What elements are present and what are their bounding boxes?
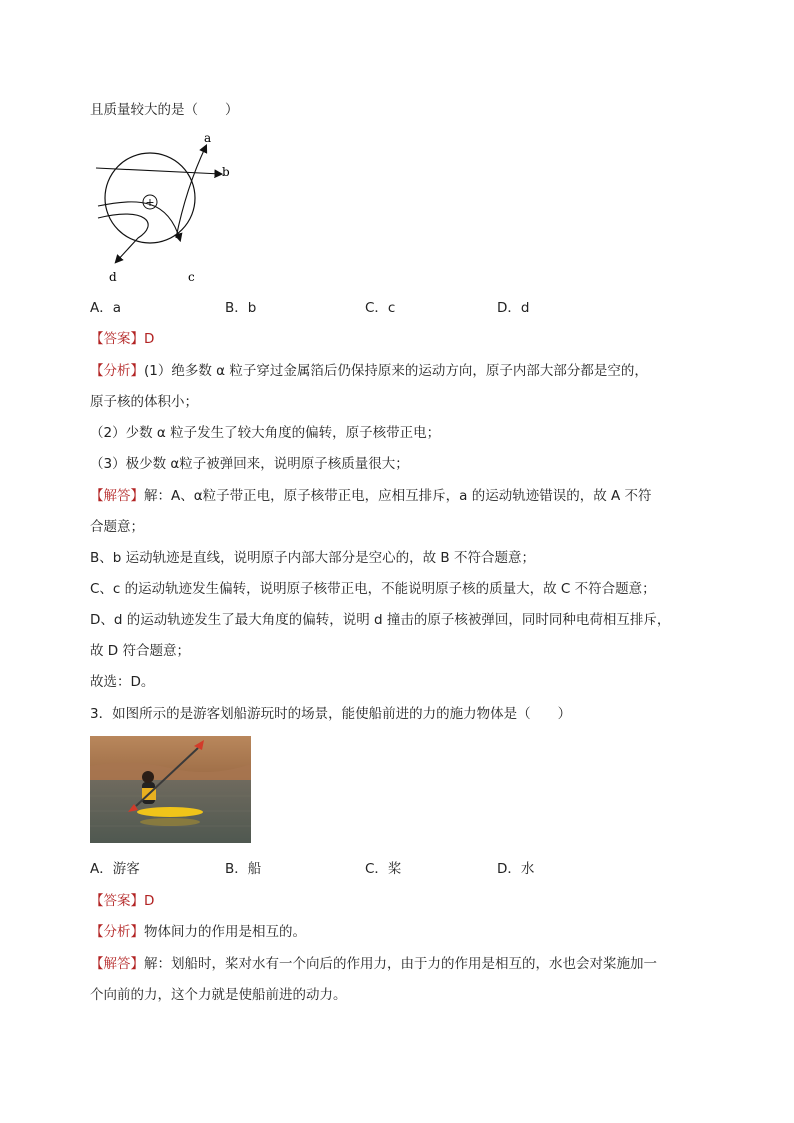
q2-solution-line-7: 故选：D。	[90, 674, 155, 690]
q3-option-d: D．水	[497, 861, 535, 877]
q3-answer	[90, 892, 154, 910]
q2-analysis-line-2: 原子核的体积小；	[90, 394, 198, 410]
q3-option-c: C．桨	[365, 861, 402, 877]
answer-tag: 【答案】	[90, 331, 144, 347]
answer-value: D	[144, 893, 155, 909]
q3-option-b: B．船	[225, 861, 262, 877]
q2-analysis-line-1: 【分析】(1）绝多数 α 粒子穿过金属箔后仍保持原来的运动方向，原子内部大部分都是空的，	[90, 363, 648, 379]
trajectory-a	[176, 146, 206, 238]
trajectory-c	[98, 202, 180, 240]
analysis-tag: 【分析】	[90, 924, 144, 940]
kayak-photo	[90, 736, 251, 843]
q2-stem-tail: 且质量较大的是（ ）	[90, 102, 239, 118]
q2-solution-line-6: 故 D 符合题意；	[90, 643, 190, 659]
alpha-scattering-diagram	[88, 128, 248, 288]
q3-solution-line-1: 【解答】解：划船时，桨对水有一个向后的作用力，由于力的作用是相互的，水也会对桨施加一	[90, 956, 657, 972]
solution-tag: 【解答】	[90, 488, 144, 504]
answer-value: D	[144, 331, 155, 347]
q2-option-c: C．c	[365, 300, 396, 316]
label-b: b	[222, 165, 230, 179]
label-a: a	[204, 131, 212, 145]
analysis-tag: 【分析】	[90, 363, 144, 379]
q2-solution-line-4: C、c 的运动轨迹发生偏转，说明原子核带正电，不能说明原子核的质量大，故 C 不符合题意；	[90, 581, 656, 597]
answer-tag: 【答案】	[90, 893, 144, 909]
nucleus-label: +	[145, 196, 155, 209]
q2-analysis-line-4: （3）极少数 α粒子被弹回来，说明原子核质量很大；	[90, 456, 409, 472]
q2-solution-line-3: B、b 运动轨迹是直线，说明原子内部大部分是空心的，故 B 不符合题意；	[90, 550, 535, 566]
q2-solution-line-1: 【解答】解：A、α粒子带正电，原子核带正电，应相互排斥，a 的运动轨迹错误的，故 A 不符	[90, 488, 652, 504]
q2-solution-line-2: 合题意；	[90, 519, 144, 535]
q3-solution-line-2: 个向前的力，这个力就是使船前进的动力。	[90, 987, 347, 1003]
kayak-hull	[137, 807, 203, 817]
q2-option-b: B．b	[225, 300, 257, 316]
q2-solution-line-5: D、d 的运动轨迹发生了最大角度的偏转，说明 d 撞击的原子核被弹回，同时同种电荷相互排斥，	[90, 612, 671, 628]
trajectory-d	[98, 214, 148, 262]
q3-option-a: A．游客	[90, 861, 140, 877]
q2-option-a: A．a	[90, 300, 122, 316]
q2-answer	[90, 330, 154, 348]
q2-analysis-line-3: （2）少数 α 粒子发生了较大角度的偏转，原子核带正电；	[90, 425, 441, 441]
solution-tag: 【解答】	[90, 956, 144, 972]
q3-number: 3．	[90, 706, 113, 722]
label-d: d	[109, 270, 117, 284]
label-c: c	[188, 270, 195, 284]
q3-stem: 3．如图所示的是游客划船游玩时的场景，能使船前进的力的施力物体是（ ）	[90, 706, 572, 722]
q3-analysis: 【分析】物体间力的作用是相互的。	[90, 924, 306, 940]
q2-option-d: D．d	[497, 300, 530, 316]
